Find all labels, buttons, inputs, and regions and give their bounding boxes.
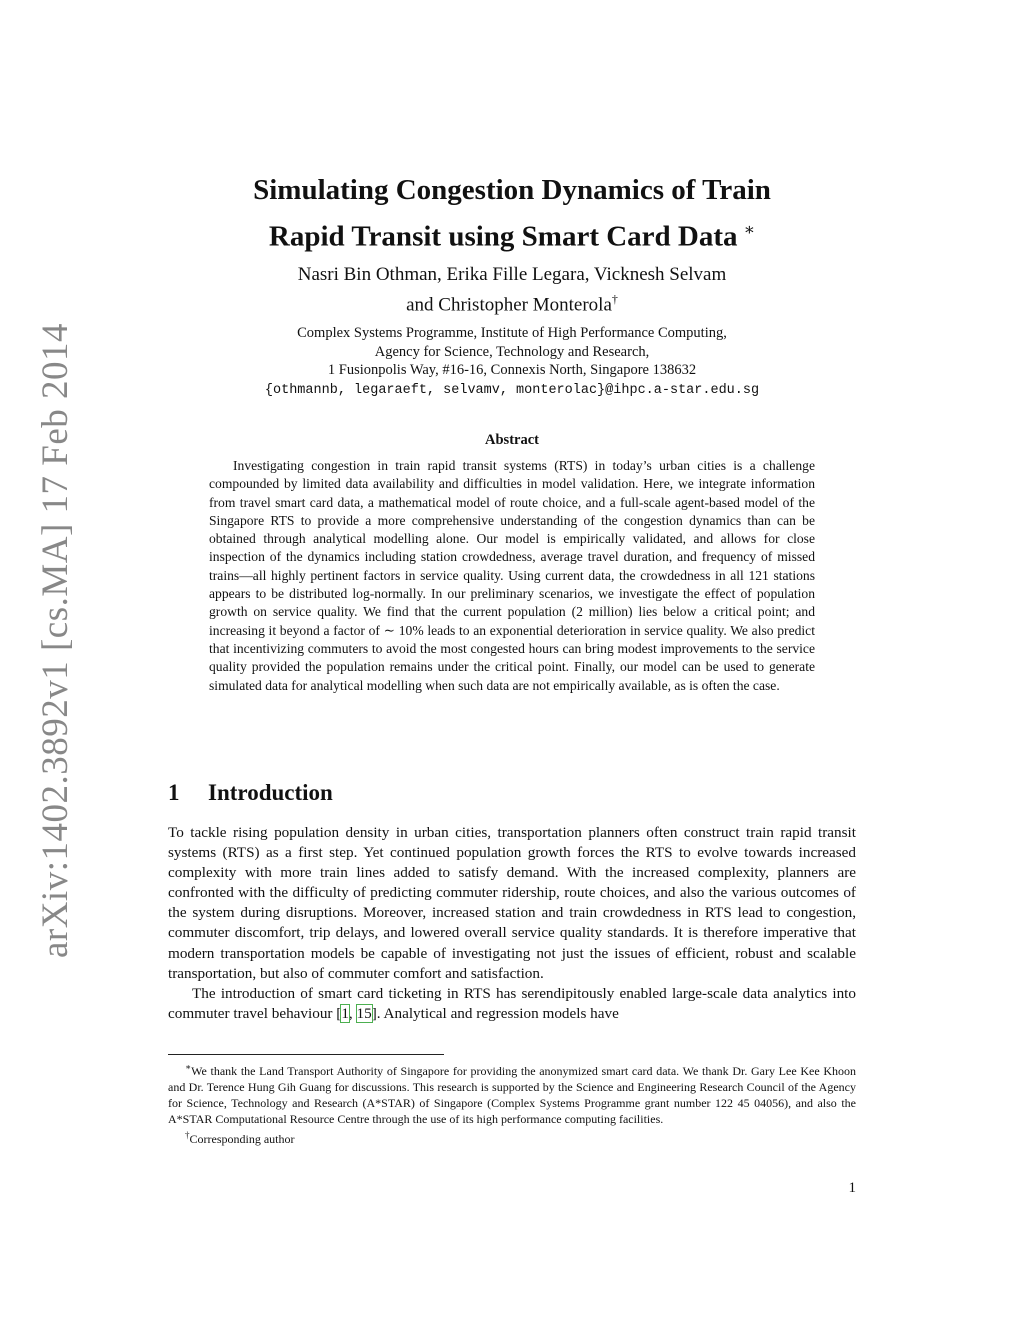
affiliation-line-2: Agency for Science, Technology and Research, — [374, 343, 650, 360]
footnote-acknowledgement-text: We thank the Land Transport Authority of Singapore for providing the anonymized smart card data. We thank Dr. Gary Lee Kee Khoon and Dr. Terence Hung Gih Guang for discussions. This research is supported by the Science and Engineering Research Council of the Agency for Science, Technology and Research (A*STAR) of Singapore (Complex Systems Programme grant number 122 45 04056), and also the A*STAR Computational Resource Centre through the use of its high performance computing facilities. — [168, 1064, 856, 1126]
intro-paragraph-1: To tackle rising population density in urban cities, transportation planners often construct train rapid transit systems (RTS) as a first step. Yet continued population growth forces the RTS to evolve towards increased complexity with more train lines added to satisfy demand. With the increased complexity, planners are confronted with the difficulty of predicting commuter ridership, route choices, and also the various outcomes of the system during disruptions. Moreover, increased station and train crowdedness in RTS lead to congestion, commuter discomfort, trip delays, and lowered overall service quality standards. It is therefore imperative that modern transportation models be capable of investigating not just the issues of efficient, robust and scalable transportation, but also of commuter comfort and satisfaction. — [168, 824, 856, 982]
affiliation-line-1: Complex Systems Programme, Institute of High Performance Computing, — [297, 325, 727, 341]
abstract-text: Investigating congestion in train rapid transit systems (RTS) in today’s urban cities is a challenge compounded by limited data availability and difficulties in model validation. Here, we integrate information from travel smart card data, a mathematical model of route choice, and a full-scale agent-based model of the Singapore RTS to provide a more comprehensive understanding of the congestion dynamics than can be obtained through analytical modelling alone. Our model is empirically validated, and allows for close inspection of the dynamics including station crowdedness, average travel duration, and frequency of missed trains—all highly pertinent factors in service quality. Using current data, the crowdedness in all 121 stations appears to be distributed log-normally. In our preliminary scenarios, we investigate the effect of population growth on service quality. We find that the current population (2 million) lies below a critical point; and increasing it beyond a factor of ∼ 10% leads to an exponential deterioration in service quality. We also predict that incentivizing commuters to avoid the most congested hours can bring modest improvements to the service quality provided the population remains under the critical point. Finally, our model can be used to generate simulated data for analytical modelling when such data are not empirically available, as is often the case. — [209, 458, 815, 693]
authors-line-1: Nasri Bin Othman, Erika Fille Legara, Vicknesh Selvam — [297, 264, 727, 285]
title-line-2: Rapid Transit using Smart Card Data — [268, 220, 738, 253]
intro-paragraph-2-end: ]. Analytical and regression models have — [371, 1004, 619, 1022]
citation-separator: , — [348, 1004, 357, 1022]
intro-paragraph-2-start: The introduction of smart card ticketing in RTS has serendipitously enabled large-scale data analytics into commuter travel behaviour [ — [168, 984, 856, 1022]
arxiv-id: arXiv:1402.3892v1 [cs.MA] 17 Feb 2014 — [35, 322, 77, 958]
authors-line-2: and Christopher Monterola — [406, 294, 612, 316]
intro-paragraph-2 — [168, 984, 856, 1024]
arxiv-sidebar-stamp — [26, 322, 86, 958]
title-footnote-mark: ∗ — [743, 220, 756, 239]
footnote-divider — [168, 1054, 444, 1055]
citation-link-15[interactable]: 15 — [356, 1004, 372, 1022]
abstract-heading: Abstract — [485, 432, 539, 448]
page-number: 1 — [848, 1180, 856, 1196]
footnote-acknowledgement — [168, 1059, 856, 1127]
footnote-mark-2: † — [185, 1130, 190, 1140]
section-heading — [168, 780, 333, 806]
affiliation-line-3: 1 Fusionpolis Way, #16-16, Connexis North, Singapore 138632 — [327, 362, 697, 378]
footnote-corresponding — [168, 1127, 856, 1147]
footnotes — [168, 1059, 856, 1147]
section-title: Introduction — [208, 780, 333, 805]
footnote-corresponding-text: Corresponding author — [189, 1132, 295, 1146]
author-list — [168, 262, 856, 317]
citation-link-1[interactable]: 1 — [341, 1004, 349, 1022]
section-number: 1 — [168, 780, 180, 805]
corresponding-author-mark: † — [611, 292, 618, 306]
paper-title — [168, 171, 856, 257]
affiliation-block — [168, 324, 856, 400]
introduction-body — [168, 823, 856, 1024]
title-line-1: Simulating Congestion Dynamics of Train — [253, 174, 771, 206]
footnote-mark-1: ∗ — [185, 1062, 192, 1072]
author-emails: {othmannb, legaraeft, selvamv, monterolac}@ihpc.a-star.edu.sg — [264, 382, 760, 398]
